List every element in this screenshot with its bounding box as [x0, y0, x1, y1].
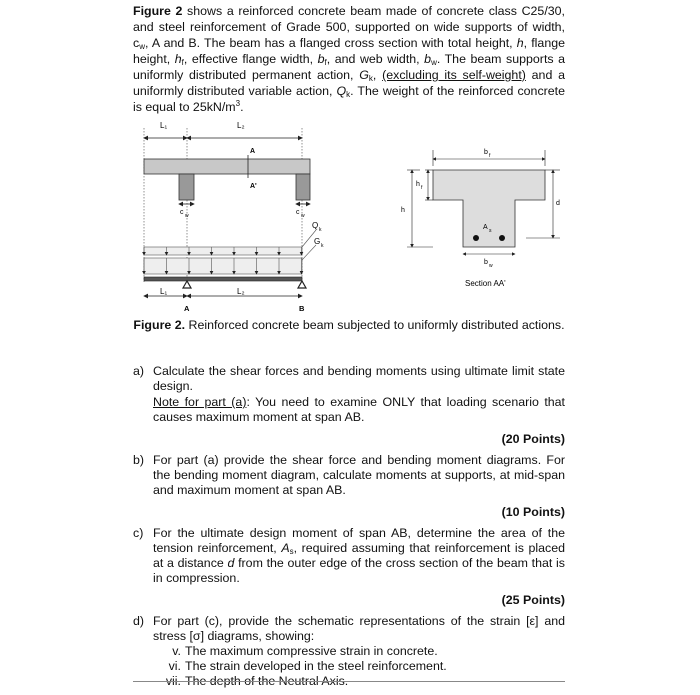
- support-column-B: [296, 174, 310, 200]
- permanent-load-Gk: [144, 258, 302, 274]
- label-L2: L₂: [237, 287, 245, 296]
- section-label: Section AA': [465, 279, 506, 288]
- label-d: d: [556, 200, 560, 207]
- label-A: A: [184, 304, 190, 313]
- label-As: A: [483, 224, 488, 231]
- label-cw: c: [296, 209, 300, 216]
- sym: G: [359, 68, 369, 82]
- t-section: [433, 170, 545, 247]
- intro-text: shows a reinforced concrete beam made of concrete class C25/30, and steel reinforcement of Grade 500, supported on wide supports of width, c: [133, 4, 565, 50]
- text: , required assuming that reinforcement is placed at a distance: [153, 541, 565, 570]
- underlined-text: (excluding its self-weight): [382, 68, 526, 82]
- variable-load-Qk: [144, 247, 302, 255]
- label-hf-sub: f: [421, 185, 423, 191]
- question-text: For part (a) provide the shear force and bending moment diagrams. For the bending moment diagram, calculate moments at supports, at mid-span and maximum moment at span AB.: [153, 453, 565, 497]
- sub-item-text: The depth of the Neutral Axis.: [185, 674, 349, 688]
- intro-text: .: [240, 100, 244, 114]
- sub: w: [431, 58, 437, 67]
- question-text: For part (c), provide the schematic representations of the strain [ε] and stress [σ] diagrams, showing:: [153, 614, 565, 643]
- rebar: [499, 235, 505, 241]
- sym: A: [281, 541, 290, 555]
- points: (25 Points): [501, 593, 565, 607]
- intro-text: , A and B. The beam has a flanged cross section with total height,: [144, 36, 517, 50]
- label-cw-sub: w: [185, 213, 189, 219]
- text: For the ultimate design moment of span AB, determine the area of the tension reinforcement,: [153, 526, 565, 555]
- sub: f: [181, 58, 184, 67]
- label-Gk-sub: k: [321, 243, 324, 249]
- rebar: [473, 235, 479, 241]
- label-bw-sub: w: [489, 263, 493, 269]
- sym: Q: [336, 84, 347, 98]
- intro-text: , flange height,: [133, 36, 565, 66]
- intro-text: ,: [372, 68, 383, 82]
- sub-item-number: v.: [172, 644, 181, 658]
- label-bw: b: [484, 259, 488, 266]
- question-b: [133, 453, 565, 520]
- question-text: Calculate the shear forces and bending moments using ultimate limit state design.: [153, 364, 565, 393]
- sub-items: [157, 644, 565, 689]
- label-Qk-sub: k: [319, 227, 322, 233]
- sub-item: [157, 644, 565, 659]
- label-cw-sub: w: [301, 213, 305, 219]
- intro-paragraph: [133, 3, 565, 115]
- label-hf: h: [416, 181, 420, 188]
- text: from the outer edge of the cross section of the beam that is in compression.: [153, 556, 566, 585]
- sup: 3: [235, 99, 241, 108]
- intro-text: . The weight of the reinforced concrete is equal to 25kN/m: [133, 84, 565, 114]
- intro-text: and a uniformly distributed variable action,: [133, 68, 565, 98]
- sub-item-number: vii.: [165, 674, 181, 688]
- sub-item-text: The maximum compressive strain in concrete.: [185, 644, 438, 658]
- note-text: : You need to examine ONLY that loading scenario that causes maximum moment at span AB.: [153, 395, 565, 424]
- sym: b: [424, 52, 432, 66]
- sub: k: [368, 74, 373, 83]
- intro-text: , effective flange width,: [183, 52, 318, 66]
- sub-item-text: The strain developed in the steel reinforcement.: [185, 659, 447, 673]
- note-label: Note for part (a): [153, 395, 247, 409]
- label-L1: L₁: [160, 287, 168, 296]
- beam-flange: [144, 159, 310, 174]
- sub: s: [289, 547, 294, 556]
- figure-ref: Figure 2: [133, 4, 183, 18]
- question-c: [133, 526, 565, 608]
- questions: [133, 364, 565, 695]
- intro-text: , and web width,: [326, 52, 425, 66]
- support-A-icon: [183, 281, 191, 288]
- question-a: [133, 364, 565, 447]
- sym: h: [174, 52, 182, 66]
- label-cw: c: [180, 209, 184, 216]
- question-d: [133, 614, 565, 689]
- caption-text: Reinforced concrete beam subjected to uniformly distributed actions.: [185, 318, 565, 332]
- sym: b: [317, 52, 325, 66]
- points: (10 Points): [501, 505, 565, 519]
- question-text: [153, 526, 565, 586]
- sub: k: [346, 90, 351, 99]
- beam-line: [144, 277, 302, 281]
- question-label: a): [133, 364, 145, 378]
- intro-text: . The beam supports a uniformly distributed permanent action,: [133, 52, 566, 82]
- label-bf-sub: f: [489, 153, 491, 159]
- label-Qk: Q: [312, 221, 319, 230]
- support-column-A: [179, 174, 194, 200]
- label-L2: L₂: [237, 121, 245, 130]
- caption-ref: Figure 2.: [133, 318, 186, 332]
- question-label: d): [133, 614, 145, 628]
- support-B-icon: [298, 281, 306, 288]
- label-Gk: G: [314, 237, 321, 246]
- note: [153, 395, 565, 425]
- question-label: c): [133, 526, 144, 540]
- points: (20 Points): [501, 432, 565, 446]
- sub: f: [324, 58, 327, 67]
- sub-item: [157, 659, 565, 674]
- question-label: b): [133, 453, 145, 467]
- label-L1: L₁: [160, 121, 168, 130]
- label-B: B: [299, 304, 305, 313]
- figure-caption: [133, 318, 565, 333]
- label-h: h: [401, 207, 405, 214]
- label-Aprime: A': [250, 183, 257, 190]
- beam-figure: [130, 110, 570, 320]
- sub-item-number: vi.: [168, 659, 181, 673]
- label-A-section: A: [250, 148, 256, 155]
- sym: d: [227, 556, 235, 570]
- bottom-rule: [133, 681, 565, 682]
- label-bf: b: [484, 149, 488, 156]
- sub: w: [139, 42, 145, 51]
- label-As-sub: s: [489, 228, 492, 234]
- sym: h: [516, 36, 524, 50]
